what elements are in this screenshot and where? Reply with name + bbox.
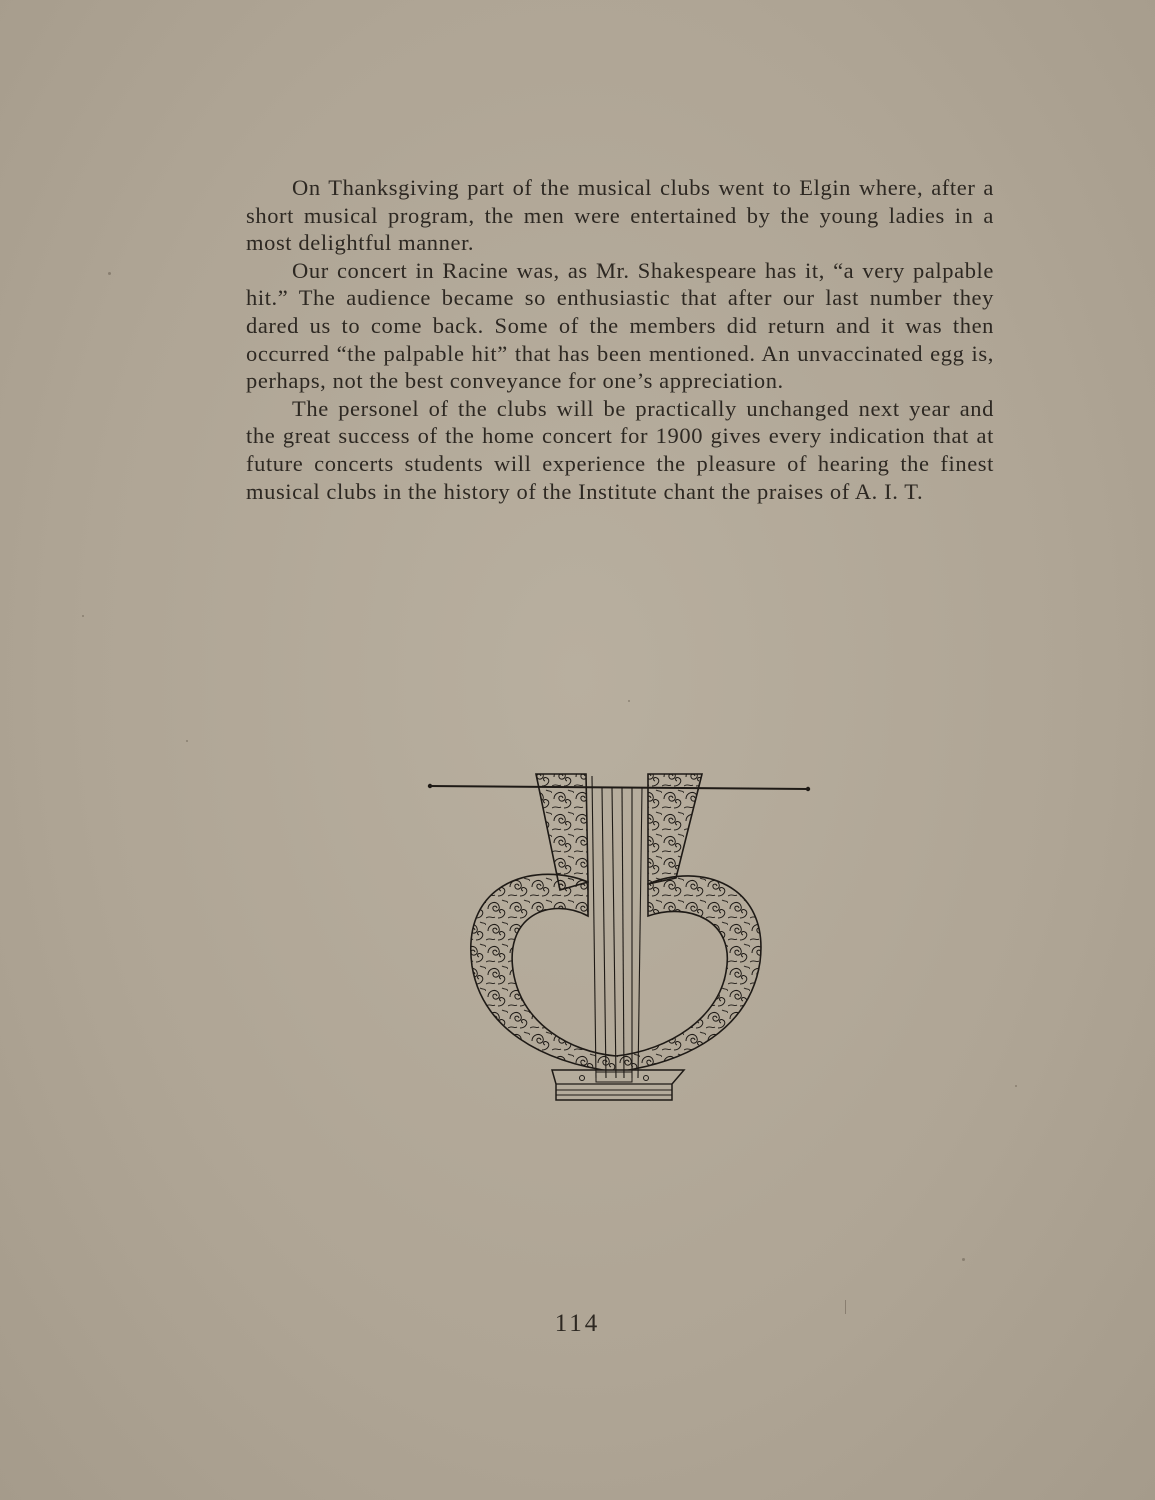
paper-speck (186, 740, 188, 742)
page-number: 114 (554, 1310, 601, 1337)
paper-speck (82, 615, 84, 617)
paragraph-thanksgiving: On Thanksgiving part of the musical clubs went to Elgin where, after a short musical program, the men were entertained by the young ladies in a most delightful manner. (246, 175, 994, 256)
paper-speck (628, 700, 630, 702)
lyre-ornament-icon (420, 766, 820, 1106)
paragraph-racine-concert: Our concert in Racine was, as Mr. Shakespeare has it, “a very palpable hit.” The audience became so enthusiastic that after our last number they dared us to come back. Some of the members did return and it was then occurred “the palpable hit” that has been mentioned. An unvaccinated egg is, perhaps, not the best conveyance for one’s appreciation. (246, 257, 994, 394)
paragraph-personel: The personel of the clubs will be practically unchanged next year and the great success of the home concert for 1900 gives every indication that at future concerts students will experience the pleasure of hearing the finest musical clubs in the history of the Institute chant the praises of A. I. T. (246, 395, 994, 504)
body-text (246, 174, 994, 505)
paper-speck (108, 272, 111, 275)
paper-speck (845, 1300, 846, 1314)
paper-speck (962, 1258, 965, 1261)
paper-speck (1015, 1085, 1017, 1087)
